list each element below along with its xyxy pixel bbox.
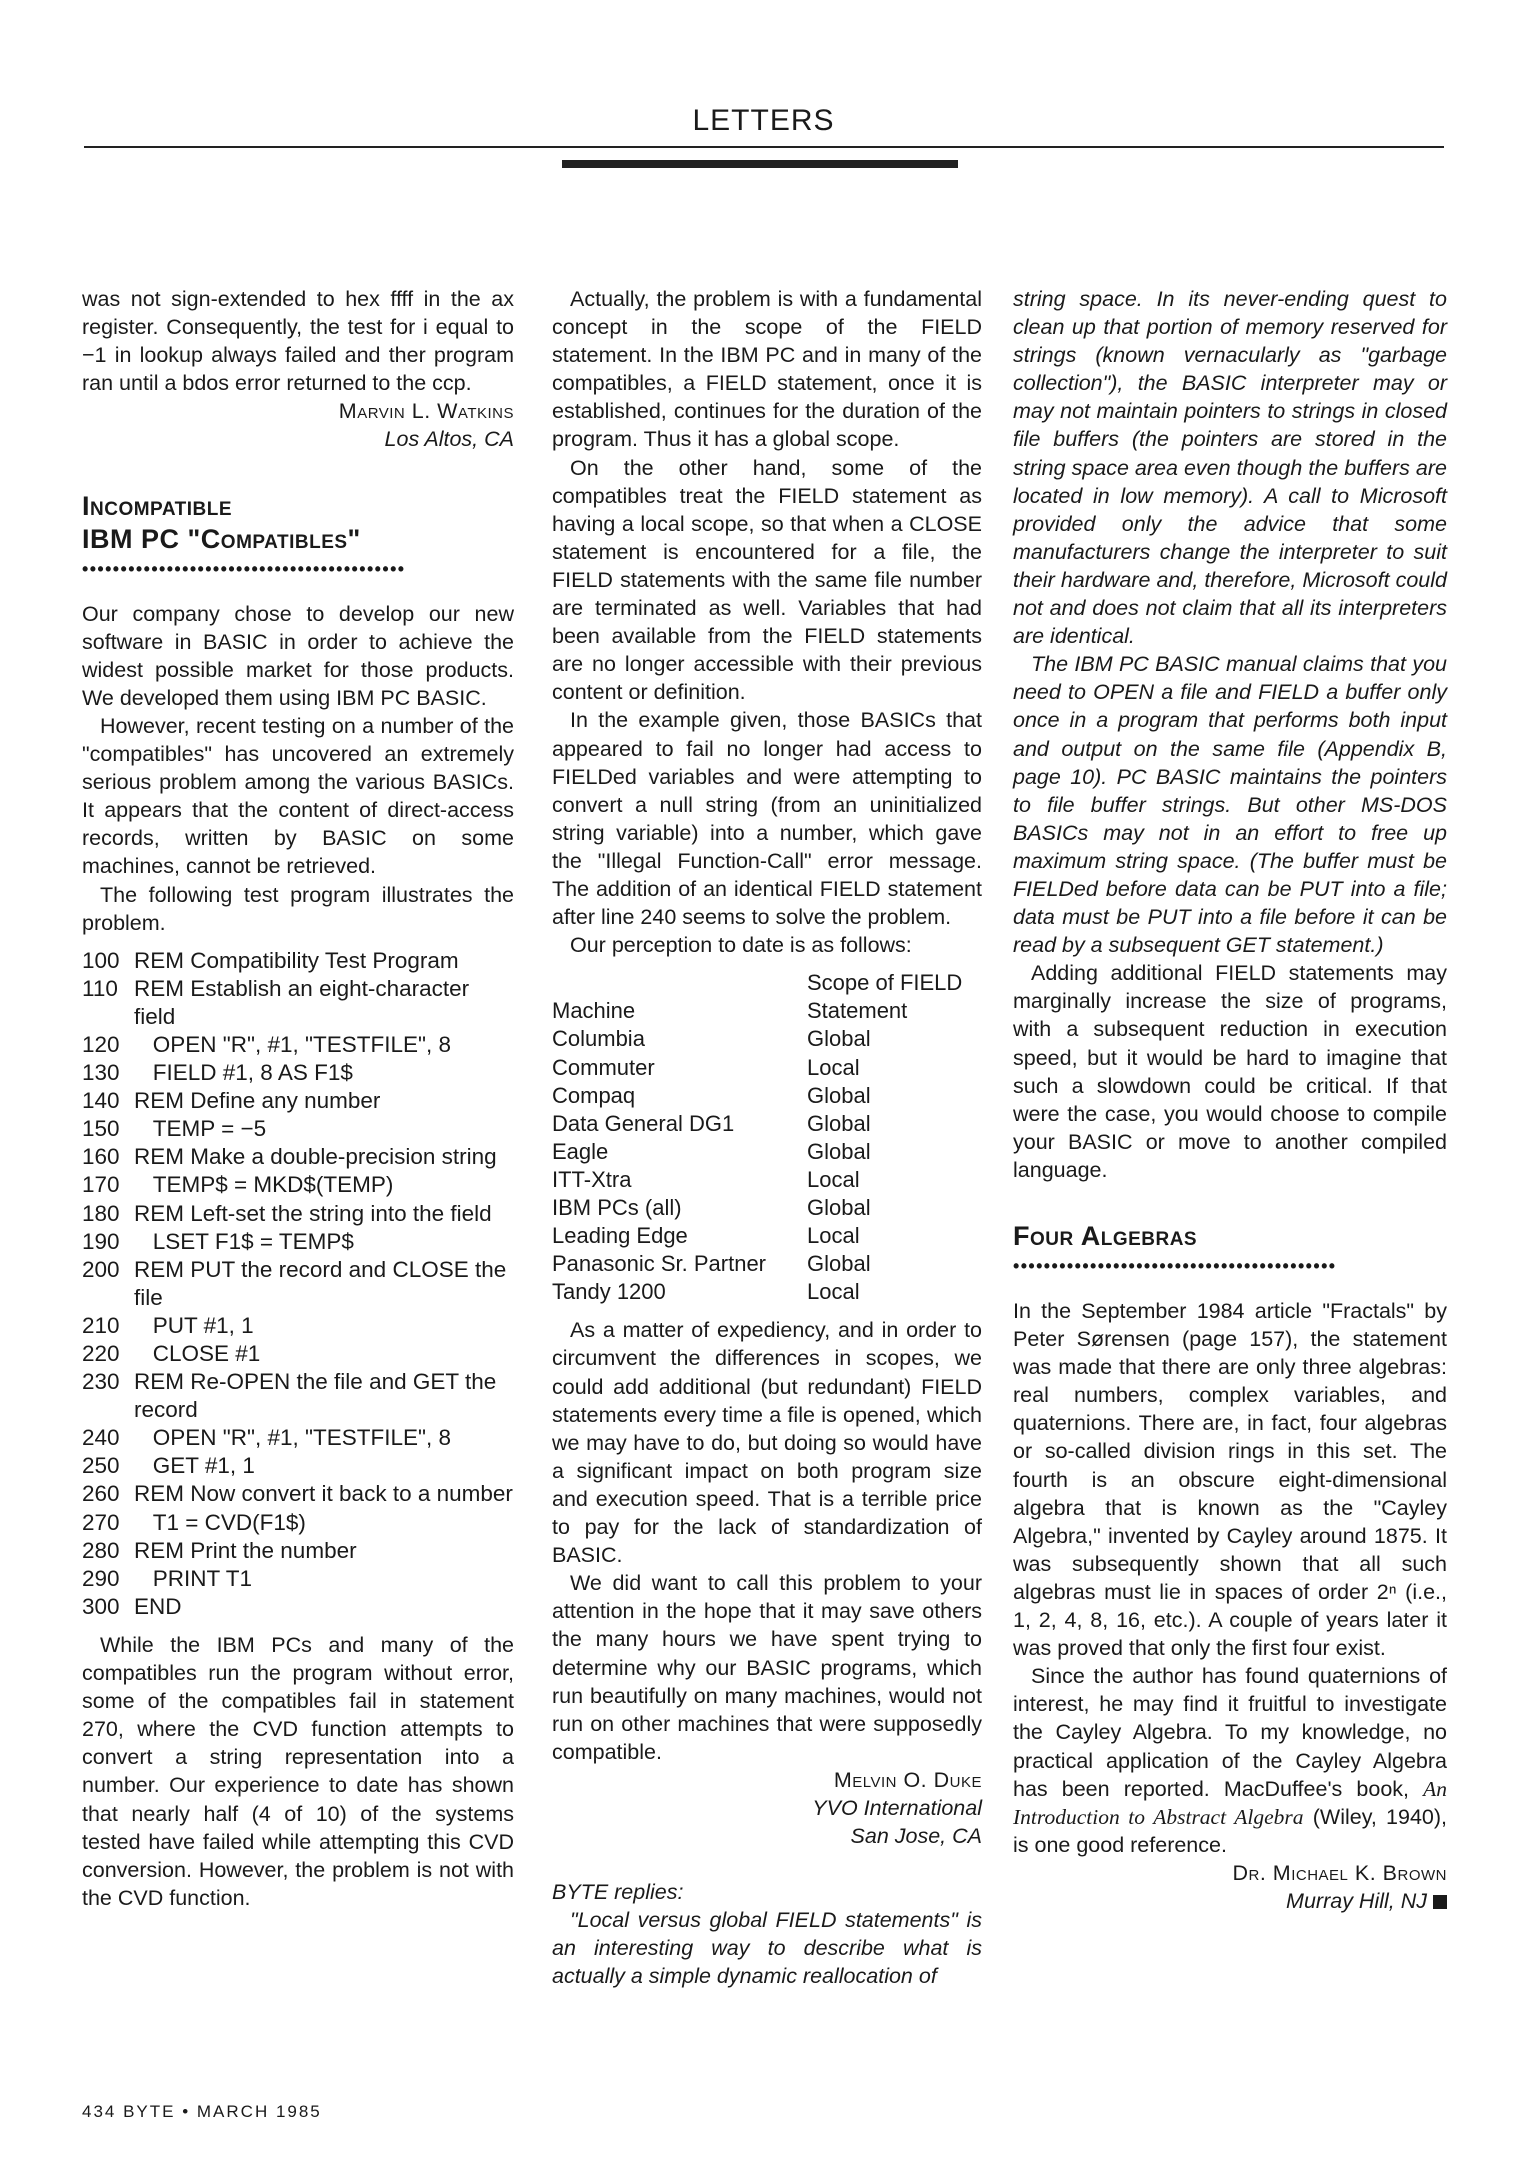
signature-name: Melvin O. Duke bbox=[833, 1767, 982, 1792]
code-text: TEMP = −5 bbox=[134, 1116, 267, 1142]
line-number: 230 bbox=[82, 1369, 120, 1395]
code-line bbox=[82, 1480, 514, 1508]
code-text: REM Re-OPEN the file and GET the record bbox=[134, 1369, 503, 1423]
table-row bbox=[552, 1110, 982, 1138]
code-text: CLOSE #1 bbox=[134, 1341, 261, 1366]
code-text: REM Left-set the string into the field bbox=[134, 1200, 492, 1226]
table-row bbox=[552, 1278, 982, 1306]
signature-name: Dr. Michael K. Brown bbox=[1232, 1860, 1447, 1885]
table-row bbox=[552, 1054, 982, 1082]
machine-cell: ITT-Xtra bbox=[552, 1166, 632, 1192]
line-number: 110 bbox=[82, 975, 118, 1001]
machine-cell: Eagle bbox=[552, 1138, 609, 1164]
code-line bbox=[82, 1593, 514, 1621]
table-row bbox=[552, 1025, 982, 1053]
signature-place: San Jose, CA bbox=[850, 1824, 982, 1849]
scope-table bbox=[552, 969, 982, 1306]
code-line bbox=[82, 1452, 514, 1480]
book-title: An Introduction to Abstract Algebra bbox=[1013, 1776, 1447, 1829]
code-text: PUT #1, 1 bbox=[134, 1312, 254, 1338]
code-line bbox=[82, 1228, 514, 1256]
scope-cell: Global bbox=[807, 1110, 871, 1136]
machine-cell: Leading Edge bbox=[552, 1223, 688, 1249]
machine-cell: Tandy 1200 bbox=[552, 1279, 666, 1305]
table-header-scope: Scope of FIELD Statement bbox=[807, 970, 963, 1024]
line-number: 200 bbox=[82, 1256, 120, 1282]
code-line bbox=[82, 1200, 514, 1228]
line-number: 250 bbox=[82, 1453, 120, 1479]
paragraph: In the example given, those BASICs that appeared to fail no longer had access to FIELDed variables and were attempting to convert a null string (from an uninitialized string variable) into a number, which gave the "Illegal Function-Call" error message. The addition of an identical FIELD statement after line 240 seems to solve the problem. bbox=[552, 708, 982, 930]
code-text: END bbox=[134, 1593, 182, 1619]
code-text: REM Make a double-precision string bbox=[134, 1144, 497, 1170]
line-number: 170 bbox=[82, 1172, 120, 1198]
code-line bbox=[82, 1087, 514, 1115]
signature-name: Marvin L. Watkins bbox=[338, 399, 514, 424]
table-row bbox=[552, 1250, 982, 1278]
scope-cell: Global bbox=[807, 1026, 871, 1052]
code-text: REM Establish an eight-character field bbox=[134, 975, 476, 1029]
machine-cell: Data General DG1 bbox=[552, 1110, 735, 1136]
reply-paragraph: "Local versus global FIELD statements" is an interesting way to describe what is actually a simple dynamic reallocation of bbox=[552, 1908, 982, 1989]
paragraph: We did want to call this problem to your attention in the hope that it may save others the many hours we have spent trying to determine why our BASIC programs, which run beautifully on many machines, would not run on other machines that were supposedly compatible. bbox=[552, 1571, 982, 1764]
code-text: T1 = CVD(F1$) bbox=[134, 1509, 306, 1535]
line-number: 190 bbox=[82, 1228, 120, 1254]
paragraph: Since the author has found quaternions of interest, he may find it fruitful to investigate the Cayley Algebra. To my knowledge, no practical application of the Cayley Algebra has been reported. MacDuffee's book, An Introduction to Abstract Algebra (Wiley, 1940), is one good reference. bbox=[1013, 1664, 1448, 1857]
article-heading: Four Algebras bbox=[1013, 1221, 1198, 1251]
code-line bbox=[82, 1256, 514, 1312]
line-number: 270 bbox=[82, 1509, 120, 1535]
reply-label: BYTE replies: bbox=[552, 1880, 684, 1905]
page-footer: 434 BYTE • MARCH 1985 bbox=[82, 2102, 322, 2121]
code-line bbox=[82, 1115, 514, 1143]
line-number: 100 bbox=[82, 947, 120, 973]
machine-cell: Compaq bbox=[552, 1082, 636, 1108]
line-number: 280 bbox=[82, 1537, 120, 1563]
paragraph: Our company chose to develop our new software in BASIC in order to achieve the widest possible market for those products. We developed them using IBM PC BASIC. bbox=[82, 601, 514, 710]
code-text: REM PUT the record and CLOSE the file bbox=[134, 1256, 513, 1310]
code-listing bbox=[82, 947, 514, 1621]
code-text: REM Define any number bbox=[134, 1088, 381, 1114]
scope-cell: Local bbox=[807, 1223, 860, 1249]
code-line bbox=[82, 1565, 514, 1593]
table-row bbox=[552, 1222, 982, 1250]
code-line bbox=[82, 1031, 514, 1059]
code-line bbox=[82, 1143, 514, 1171]
signature-org: YVO International bbox=[812, 1795, 982, 1820]
paragraph: While the IBM PCs and many of the compatibles run the program without error, some of the compatibles fail in statement 270, where the CVD function attempts to convert a string representation into a number. Our experience to date has shown that nearly half (4 of 10) of the systems tested have failed while attempting this CVD conversion. However, the problem is not with the CVD function. bbox=[82, 1632, 514, 1910]
code-text: PRINT T1 bbox=[134, 1565, 252, 1591]
scope-cell: Local bbox=[807, 1279, 860, 1305]
code-line bbox=[82, 1509, 514, 1537]
scope-cell: Global bbox=[807, 1251, 871, 1277]
column-2 bbox=[552, 285, 982, 1991]
line-number: 150 bbox=[82, 1116, 120, 1142]
line-number: 220 bbox=[82, 1341, 120, 1366]
code-text: GET #1, 1 bbox=[134, 1453, 255, 1479]
reply-paragraph: Adding additional FIELD statements may marginally increase the size of programs, with a subsequent reduction in execution speed, but it would be hard to imagine that such a slowdown could be critical. If that were the case, you would choose to compile your BASIC or move to another compiled language. bbox=[1013, 961, 1447, 1182]
scope-cell: Global bbox=[807, 1082, 871, 1108]
machine-cell: Panasonic Sr. Partner bbox=[552, 1251, 767, 1277]
machine-cell: Columbia bbox=[552, 1026, 645, 1052]
code-line bbox=[82, 947, 514, 975]
scope-cell: Global bbox=[807, 1195, 871, 1220]
code-text: REM Compatibility Test Program bbox=[134, 947, 459, 973]
header-bar bbox=[562, 160, 958, 168]
scope-cell: Local bbox=[807, 1166, 860, 1192]
paragraph: The following test program illustrates the problem. bbox=[82, 882, 514, 935]
line-number: 140 bbox=[82, 1088, 120, 1114]
code-text: OPEN "R", #1, "TESTFILE", 8 bbox=[134, 1425, 452, 1451]
line-number: 240 bbox=[82, 1425, 120, 1451]
line-number: 210 bbox=[82, 1312, 120, 1338]
line-number: 290 bbox=[82, 1565, 120, 1591]
code-line bbox=[82, 975, 514, 1031]
line-number: 180 bbox=[82, 1200, 120, 1226]
scope-cell: Global bbox=[807, 1138, 871, 1164]
code-text: REM Now convert it back to a number bbox=[134, 1481, 513, 1507]
line-number: 260 bbox=[82, 1481, 120, 1507]
table-row bbox=[552, 1166, 982, 1194]
table-row bbox=[552, 1138, 982, 1166]
line-number: 120 bbox=[82, 1031, 120, 1057]
signature-place: Los Altos, CA bbox=[384, 427, 514, 452]
paragraph: As a matter of expediency, and in order to circumvent the differences in scopes, we could add additional (but redundant) FIELD statements every time a file is opened, which we may have to do, but doing so would have a significant impact on both program size and execution speed. That is a terrible price to pay for the lack of standardization of BASIC. bbox=[552, 1318, 982, 1568]
dotted-rule: •••••••••••••••••••••••••••••••••••••••••• bbox=[1013, 1259, 1337, 1273]
line-number: 130 bbox=[82, 1060, 120, 1086]
paragraph: On the other hand, some of the compatibles treat the FIELD statement as having a local scope, so that when a CLOSE statement is encountered for a file, the FIELD statements with the same file number are terminated as well. Variables that had been available from the FIELD statements are no longer accessible with their previous content or definition. bbox=[552, 455, 982, 705]
section-title: LETTERS bbox=[692, 104, 835, 137]
paragraph: However, recent testing on a number of the "compatibles" has uncovered an extremely serious problem among the various BASICs. It appears that the content of direct-access records, written by BASIC on some machines, cannot be retrieved. bbox=[82, 713, 514, 879]
column-3 bbox=[1013, 285, 1447, 1915]
end-mark-icon bbox=[1433, 1895, 1447, 1909]
article-heading: Incompatible IBM PC "Compatibles" bbox=[82, 490, 361, 554]
code-line bbox=[82, 1368, 514, 1424]
code-text: LSET F1$ = TEMP$ bbox=[134, 1228, 354, 1254]
table-row bbox=[552, 1194, 982, 1222]
machine-cell: IBM PCs (all) bbox=[552, 1195, 682, 1220]
table-row bbox=[552, 1082, 982, 1110]
continued-paragraph: was not sign-extended to hex ffff in the ax register. Consequently, the test for i equal to −1 in lookup always failed and ther program ran until a bdos error returned to the ccp. bbox=[82, 287, 514, 396]
scope-cell: Local bbox=[807, 1054, 860, 1080]
signature-place: Murray Hill, NJ bbox=[1013, 1887, 1447, 1915]
dotted-rule: •••••••••••••••••••••••••••••••••••••••••• bbox=[82, 561, 406, 576]
line-number: 160 bbox=[82, 1144, 120, 1170]
code-text: OPEN "R", #1, "TESTFILE", 8 bbox=[134, 1031, 452, 1057]
paragraph: Actually, the problem is with a fundamental concept in the scope of the FIELD statement. In the IBM PC and in many of the compatibles, a FIELD statement, once it is established, continues for the duration of the program. Thus it has a global scope. bbox=[552, 287, 982, 452]
line-number: 300 bbox=[82, 1593, 120, 1619]
reply-paragraph: The IBM PC BASIC manual claims that you need to OPEN a file and FIELD a buffer only once in a program that performs both input and output on the same file (Appendix B, page 10). PC BASIC maintains the pointers to file buffer strings. But other MS-DOS BASICs may not in an effort to free up maximum string space. (The buffer must be FIELDed before data can be PUT into a file; data must be PUT into a file before it can be read by a subsequent GET statement.) bbox=[1013, 652, 1447, 958]
code-text: REM Print the number bbox=[134, 1537, 357, 1563]
code-line bbox=[82, 1340, 514, 1368]
header-rule bbox=[84, 146, 1444, 148]
table-header-machine: Machine bbox=[552, 998, 636, 1024]
column-1 bbox=[82, 285, 514, 1912]
machine-cell: Commuter bbox=[552, 1054, 655, 1080]
code-line bbox=[82, 1171, 514, 1199]
paragraph: Our perception to date is as follows: bbox=[570, 933, 912, 958]
code-line bbox=[82, 1537, 514, 1565]
code-text: FIELD #1, 8 AS F1$ bbox=[134, 1060, 353, 1086]
code-line bbox=[82, 1312, 514, 1340]
code-line bbox=[82, 1424, 514, 1452]
paragraph: In the September 1984 article "Fractals" by Peter Sørensen (page 157), the statement was made that there are only three algebras: real numbers, complex variables, and quaternions. There are, in fact, four algebras or so-called division rings in this set. The fourth is an obscure eight-dimensional algebra that is known as the "Cayley Algebra," invented by Cayley around 1875. It was subsequently shown that all such algebras must lie in spaces of order 2ⁿ (i.e., 1, 2, 4, 8, 16, etc.). A couple of years later it was proved that only the first four exist. bbox=[1013, 1299, 1447, 1661]
code-text: TEMP$ = MKD$(TEMP) bbox=[134, 1172, 394, 1198]
code-line bbox=[82, 1059, 514, 1087]
reply-paragraph: string space. In its never-ending quest to clean up that portion of memory reserved for strings (known vernacularly as "garbage collection"), the BASIC interpreter may or may not maintain pointers to strings in closed file buffers (the pointers are stored in the string space area even though the buffers are located in low memory). A call to Microsoft provided only the advice that some manufacturers change the interpreter to suit their hardware and, therefore, Microsoft could not and does not claim that all its interpreters are identical. bbox=[1013, 287, 1447, 649]
